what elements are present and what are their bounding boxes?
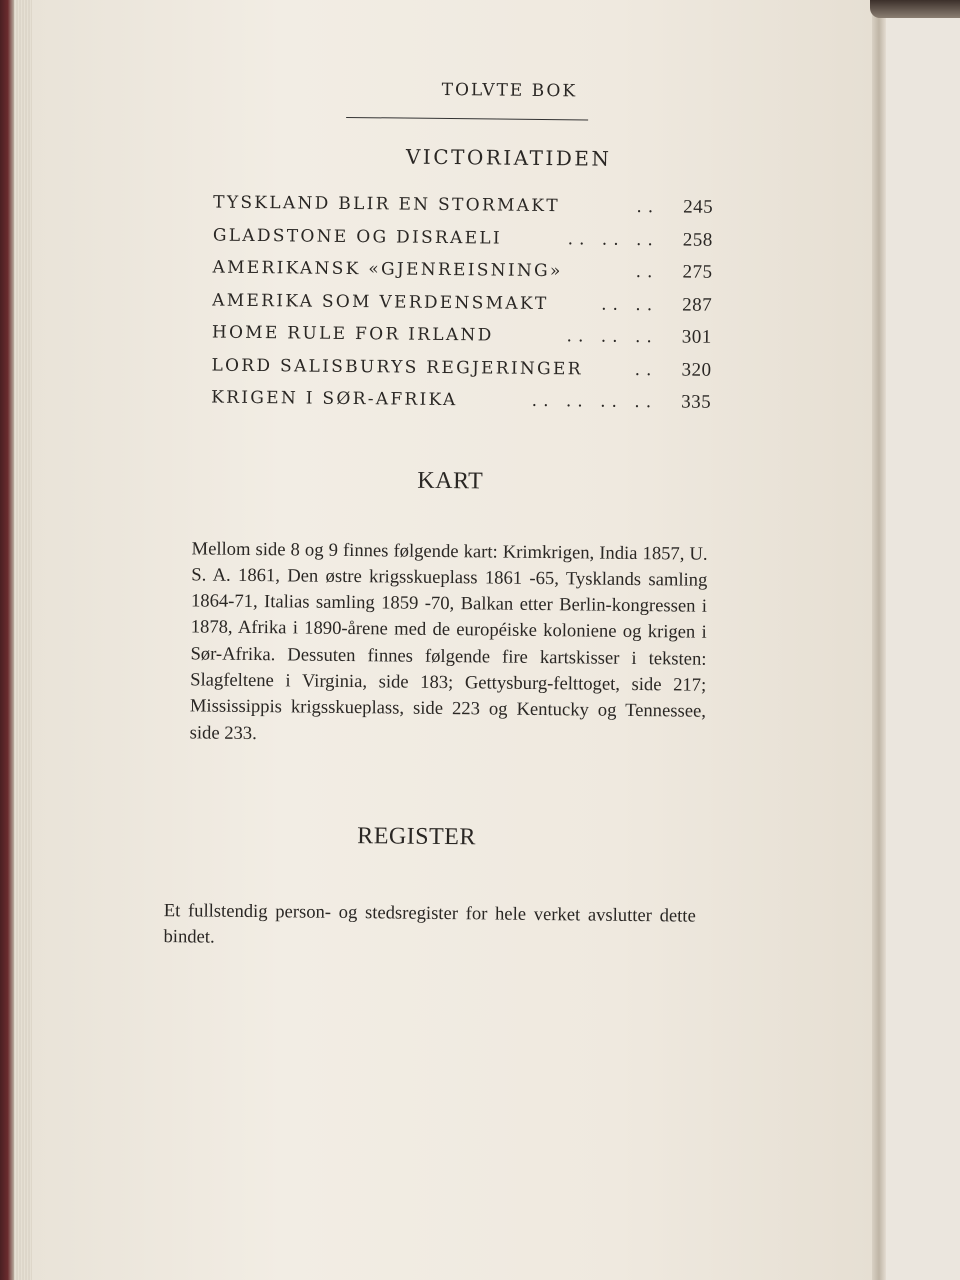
toc-page-number: 320 <box>681 358 712 381</box>
toc-entry-title: KRIGEN I SØR-AFRIKA <box>211 387 458 411</box>
toc-entry-title: TYSKLAND BLIR EN STORMAKT <box>213 192 561 217</box>
toc-entry <box>212 257 712 295</box>
book-label: TOLVTE BOK <box>441 79 578 102</box>
background-corner <box>870 0 960 18</box>
toc-entry <box>212 322 712 360</box>
toc-entry-title: GLADSTONE OG DISRAELI <box>212 225 503 249</box>
toc-leader-dots: .. .. .. <box>567 228 659 250</box>
toc-leader-dots: .. <box>635 261 659 283</box>
page-edges <box>14 0 32 1280</box>
toc-page-number: 287 <box>682 293 713 316</box>
toc-page-number: 301 <box>681 326 712 348</box>
toc-leader-dots: .. .. .. .. <box>531 390 658 413</box>
table-of-contents <box>211 192 713 425</box>
toc-entry-title: HOME RULE FOR IRLAND <box>211 322 494 346</box>
toc-page-number: 258 <box>682 228 713 251</box>
kart-paragraph: Mellom side 8 og 9 finnes følgende kart: Krimkrigen, India 1857, U. S. A. 1861, Den østre krigsskueplass 1861 -65, Tysklands samling 1864-71, Italias samling 1859 -70, Balkan etter Berlin-kongressen i 1878, Afrika i 1890-årene med de européiske koloniene og krigen i Sør-Afrika. Dessuten finnes følgende fire kartskisser i teksten: Slagfeltene i Virginia, side 183; Gettysburg-felttoget, side 217; Mississippis krigsskueplass, side 223 og Kentucky og Tennessee, side 233. <box>189 537 708 744</box>
kart-heading: KART <box>417 467 484 495</box>
toc-page-number: 335 <box>681 391 712 413</box>
toc-entry <box>211 387 711 425</box>
section-title: VICTORIATIDEN <box>405 144 612 171</box>
toc-entry-title: AMERIKA SOM VERDENSMAKT <box>212 290 549 314</box>
toc-leader-dots: .. <box>636 196 660 218</box>
register-heading: REGISTER <box>357 823 477 851</box>
toc-entry <box>212 289 712 327</box>
toc-entry <box>213 224 713 262</box>
toc-leader-dots: .. .. .. <box>566 326 658 348</box>
book-gutter <box>872 0 886 1280</box>
toc-page-number: 275 <box>682 261 713 283</box>
page-content <box>163 0 715 1280</box>
toc-entry <box>211 354 711 392</box>
book-cover-edge <box>0 0 14 1280</box>
title-rule <box>346 117 588 121</box>
register-paragraph: Et fullstendig person- og stedsregister for hele verket avslutter dette bindet. <box>163 899 696 948</box>
toc-leader-dots: .. <box>634 359 658 380</box>
toc-entry <box>213 192 713 230</box>
facing-page <box>886 0 960 1280</box>
toc-entry-title: AMERIKANSK «GJENREISNING» <box>212 257 563 282</box>
toc-page-number: 245 <box>683 196 714 218</box>
toc-leader-dots: .. .. <box>601 294 659 315</box>
toc-entry-title: LORD SALISBURYS REGJERINGER <box>211 355 583 379</box>
